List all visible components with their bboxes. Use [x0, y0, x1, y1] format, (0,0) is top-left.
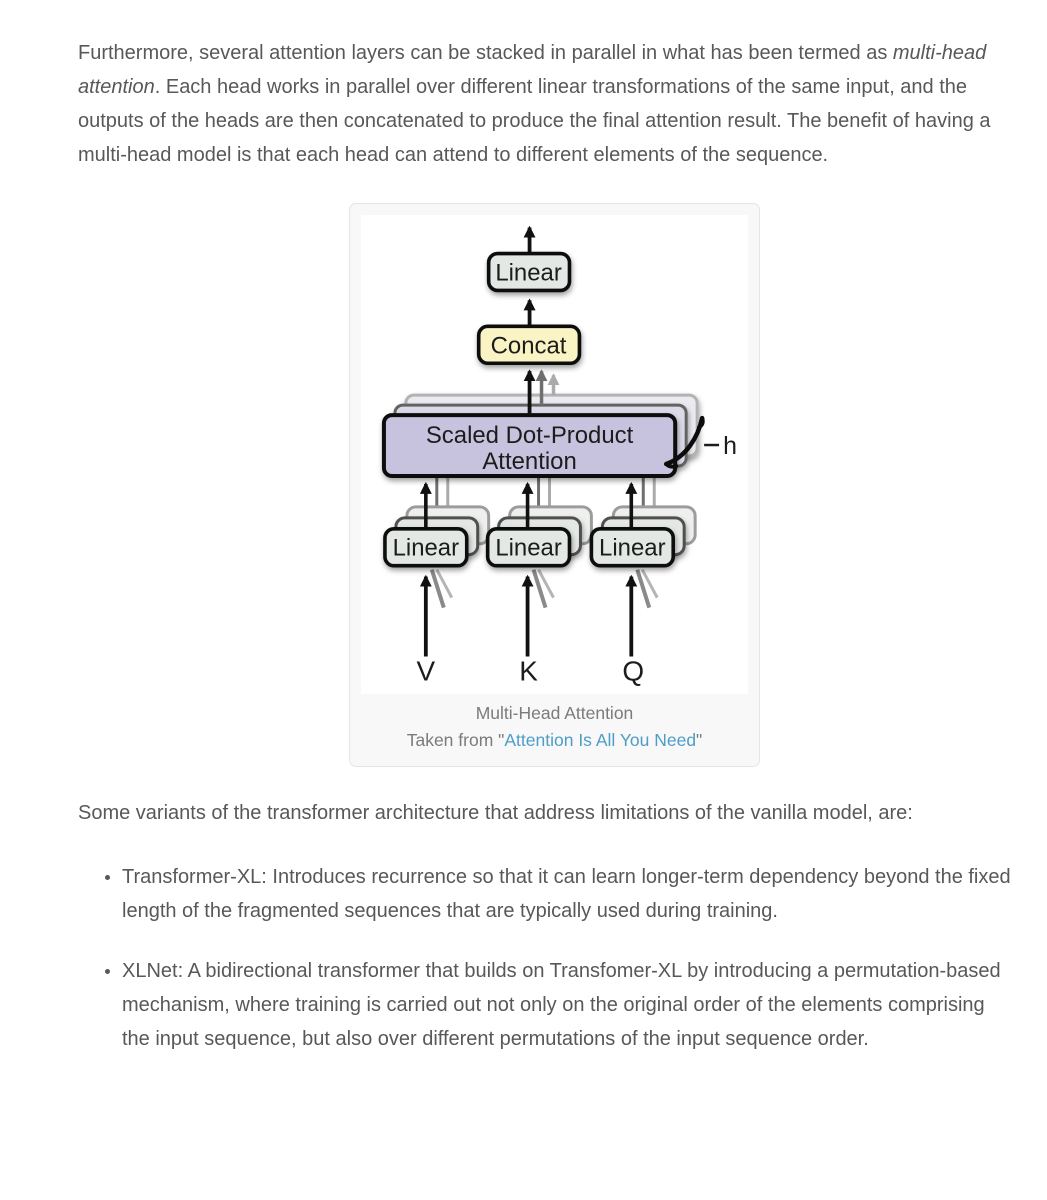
output-linear-box — [489, 254, 570, 291]
intro-paragraph-end: . Each head works in parallel over different linear transformations of the same input, and the outputs of the heads are then concatenated to produce the final attention result. The benefit of having a multi-head model is that each head can attend to different elements of the sequence. — [78, 76, 991, 166]
list-item-xlnet: • XLNet: A bidirectional transformer that builds on Transfomer-XL by introducing a permutation-based mechanism, where training is carried out not only on the original order of the elements comprising the input sequence, but also over different permutations of the input sequence order. — [122, 954, 1013, 1056]
figure-caption-source — [361, 727, 748, 754]
output-linear-label: Linear — [495, 259, 562, 287]
list-item-transformer-xl: • Transformer-XL: Introduces recurrence so that it can learn longer-term dependency beyond the fixed length of the fragmented sequences that are typically used during training. — [122, 860, 1013, 928]
concat-box — [479, 326, 580, 363]
caption-close-quote: " — [696, 730, 703, 750]
figure-caption-title: Multi-Head Attention — [475, 703, 634, 723]
input-arrows — [426, 577, 631, 657]
attention-box-label-line2: Attention — [482, 447, 577, 475]
multi-head-attention-term: multi-head attention — [78, 42, 987, 98]
multi-head-attention-figure — [349, 203, 760, 767]
figure-caption — [361, 700, 748, 754]
input-label-q: Q — [622, 655, 645, 687]
caption-source-prefix: Taken from — [406, 730, 499, 750]
concat-box-label: Concat — [490, 332, 567, 360]
input-linear-boxes — [385, 529, 673, 566]
caption-open-quote: " — [498, 730, 505, 750]
head-count-label: h — [723, 432, 737, 461]
scaled-dot-product-attention-box — [384, 415, 675, 476]
variants-paragraph: Some variants of the transformer architecture that address limitations of the vanilla model, are: — [78, 802, 913, 824]
intro-paragraph — [78, 36, 1013, 172]
figure-image — [361, 215, 748, 694]
input-linear-label-k: Linear — [495, 534, 562, 562]
variant-list — [78, 860, 1013, 1056]
attention-paper-link[interactable]: Attention Is All You Need — [504, 730, 697, 750]
intro-paragraph-start: Furthermore, several attention layers can be stacked in parallel in what has been termed as — [78, 42, 893, 64]
multi-head-attention-diagram — [361, 215, 748, 694]
input-linear-label-q: Linear — [599, 534, 666, 562]
input-linear-label-v: Linear — [392, 534, 460, 562]
input-labels — [417, 655, 645, 686]
input-label-v: V — [416, 655, 436, 687]
article-content — [78, 36, 1013, 1056]
attention-box-label-line1: Scaled Dot-Product — [425, 422, 634, 450]
input-label-k: K — [519, 655, 538, 687]
